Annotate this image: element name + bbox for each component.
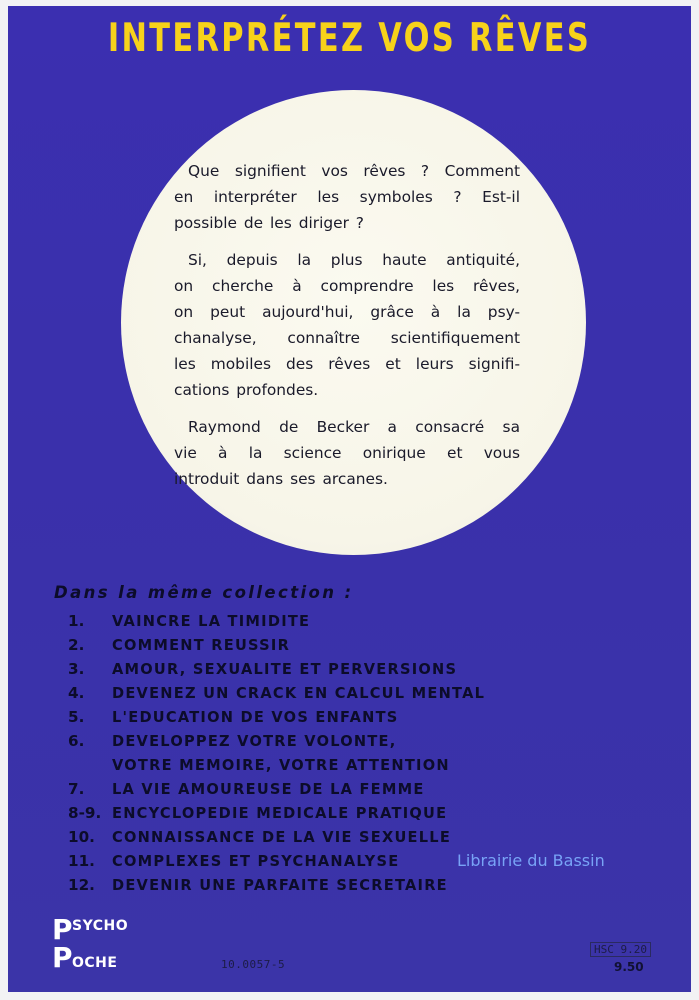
list-item (68, 657, 588, 681)
list-item (68, 777, 588, 801)
list-item (68, 609, 588, 633)
list-item-title: DEVENEZ UN CRACK EN CALCUL MENTAL (112, 684, 486, 702)
list-item-number: 11. (68, 852, 95, 870)
blurb-line: Si, depuis la plus haute antiquité, (188, 251, 520, 269)
list-item (68, 825, 588, 849)
price: 9.50 (614, 960, 644, 974)
blurb-line: on peut aujourd'hui, grâce à la psy- (174, 303, 520, 321)
blurb-paragraph (174, 247, 520, 403)
list-item-title: LA VIE AMOUREUSE DE LA FEMME (112, 780, 425, 798)
list-item (68, 633, 588, 657)
list-item (68, 705, 588, 729)
blurb-line: les mobiles des rêves et leurs signifi- (174, 355, 520, 373)
book-back-cover (8, 6, 691, 992)
list-item-number: 10. (68, 828, 95, 846)
list-item-title: DEVENIR UNE PARFAITE SECRETAIRE (112, 876, 448, 894)
cover-title: INTERPRÉTEZ VOS RÊVES (107, 16, 592, 61)
list-item-title: CONNAISSANCE DE LA VIE SEXUELLE (112, 828, 452, 846)
blurb-line: cations profondes. (174, 381, 319, 399)
list-item (68, 801, 588, 825)
isbn-code: 10.0057-5 (221, 958, 286, 971)
list-item-title: AMOUR, SEXUALITE ET PERVERSIONS (112, 660, 458, 678)
bookseller-watermark: Librairie du Bassin (457, 851, 605, 870)
blurb-line: introduit dans ses arcanes. (174, 470, 388, 488)
logo-word: SYCHO (72, 918, 129, 934)
list-item (68, 681, 588, 705)
blurb-line: possible de les diriger ? (174, 214, 364, 232)
list-item-subtitle: VOTRE MEMOIRE, VOTRE ATTENTION (112, 756, 450, 774)
logo-letter: P (52, 941, 73, 974)
list-item-title: L'EDUCATION DE VOS ENFANTS (112, 708, 399, 726)
blurb-line: chanalyse, connaître scientifiquement (174, 329, 520, 347)
list-item-number: 3. (68, 660, 85, 678)
blurb-line: Que signifient vos rêves ? Comment (188, 162, 520, 180)
list-item-number: 12. (68, 876, 95, 894)
psycho-poche-logo (52, 913, 142, 976)
list-item-number: 7. (68, 780, 85, 798)
blurb-line: on cherche à comprendre les rêves, (174, 277, 520, 295)
price-code: HSC 9.20 (590, 942, 651, 957)
list-item-title: COMMENT REUSSIR (112, 636, 291, 654)
logo-word: OCHE (72, 955, 118, 971)
blurb-paragraph (174, 158, 520, 236)
list-item-number: 8-9. (68, 804, 102, 822)
list-item-number: 1. (68, 612, 85, 630)
blurb-text (174, 158, 520, 503)
list-item-title: ENCYCLOPEDIE MEDICALE PRATIQUE (112, 804, 448, 822)
collection-heading: Dans la même collection : (54, 583, 354, 602)
list-item-number: 2. (68, 636, 85, 654)
list-item-number: 5. (68, 708, 85, 726)
blurb-line: vie à la science onirique et vous (174, 444, 520, 462)
list-item (68, 873, 588, 897)
blurb-line: Raymond de Becker a consacré sa (188, 418, 520, 436)
list-item-title: VAINCRE LA TIMIDITE (112, 612, 311, 630)
list-item-title (112, 729, 450, 777)
list-item-title-line1: DEVELOPPEZ VOTRE VOLONTE, (112, 732, 397, 750)
blurb-line: en interpréter les symboles ? Est-il (174, 188, 520, 206)
list-item (68, 729, 588, 777)
logo-letter: P (52, 913, 73, 946)
list-item-title: COMPLEXES ET PSYCHANALYSE (112, 852, 400, 870)
blurb-paragraph (174, 414, 520, 492)
list-item-number: 4. (68, 684, 85, 702)
list-item-number: 6. (68, 732, 85, 750)
